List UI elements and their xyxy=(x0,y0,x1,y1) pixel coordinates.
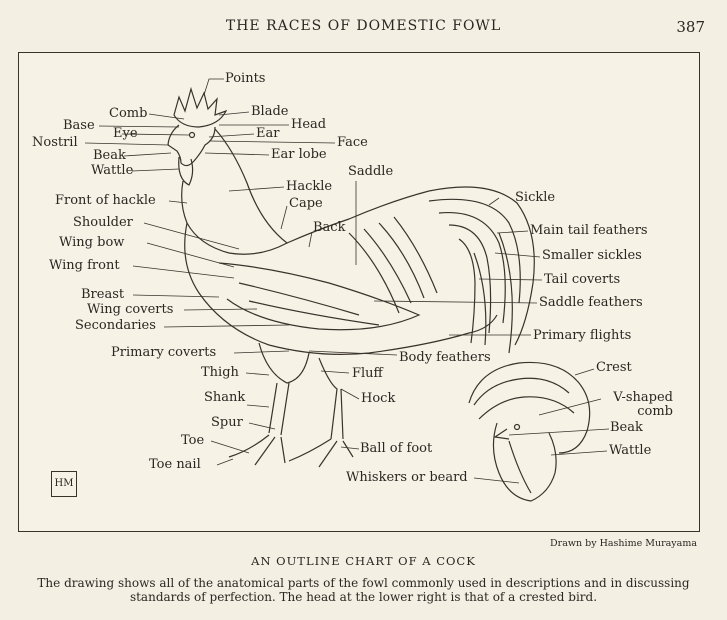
label-thigh: Thigh xyxy=(201,365,239,380)
caption-title: AN OUTLINE CHART OF A COCK xyxy=(251,554,476,568)
label-eye: Eye xyxy=(113,126,138,141)
label-front-of-hackle: Front of hackle xyxy=(55,193,156,208)
label-hock: Hock xyxy=(361,391,396,406)
label-wing-bow: Wing bow xyxy=(59,235,125,250)
label-shank: Shank xyxy=(204,390,246,405)
label-ball-of-foot: Ball of foot xyxy=(360,441,433,456)
label-saddle-feathers: Saddle feathers xyxy=(539,295,643,310)
wing-outline xyxy=(219,263,419,330)
label-base: Base xyxy=(63,118,95,133)
label-blade: Blade xyxy=(251,104,289,119)
label-wattle: Wattle xyxy=(91,163,134,178)
label-body-feathers: Body feathers xyxy=(399,350,491,365)
label-beak: Beak xyxy=(93,148,126,163)
label-shoulder: Shoulder xyxy=(73,215,133,230)
label-face: Face xyxy=(337,135,368,150)
label-crest: Crest xyxy=(596,360,632,375)
label-points: Points xyxy=(225,71,266,86)
artist-monogram: HM xyxy=(51,471,77,497)
label-wing-front: Wing front xyxy=(49,258,120,273)
label-main-tail-feathers: Main tail feathers xyxy=(530,223,648,238)
label-back: Back xyxy=(313,220,346,235)
label-tail-coverts: Tail coverts xyxy=(544,272,621,287)
label-spur: Spur xyxy=(211,415,243,430)
label-wing-coverts: Wing coverts xyxy=(87,302,174,317)
label-sickle: Sickle xyxy=(515,190,556,205)
comb-shape xyxy=(174,89,226,127)
running-head: THE RACES OF DOMESTIC FOWL xyxy=(225,18,502,34)
label-crest-wattle: Wattle xyxy=(609,443,652,458)
label-head: Head xyxy=(291,117,327,132)
label-breast: Breast xyxy=(81,287,125,302)
label-whiskers: Whiskers or beard xyxy=(346,470,468,485)
crested-head-beak xyxy=(495,429,509,439)
label-secondaries: Secondaries xyxy=(75,318,156,333)
shank-right xyxy=(319,358,343,439)
label-ear-lobe: Ear lobe xyxy=(271,147,327,162)
caption-text: The drawing shows all of the anatomical parts of the fowl commonly used in descriptions and in discussing standards of perfection. The head at the lower right is that of a crested bird. xyxy=(37,576,690,604)
label-primary-flights: Primary flights xyxy=(533,328,632,343)
figure-credit: Drawn by Hashime Murayama xyxy=(550,538,697,549)
label-cape: Cape xyxy=(289,196,323,211)
label-toe: Toe xyxy=(181,433,205,448)
page-number: 387 xyxy=(676,18,705,36)
label-hackle: Hackle xyxy=(286,179,333,194)
label-fluff: Fluff xyxy=(352,366,383,381)
illustration-plate xyxy=(18,52,700,532)
label-saddle: Saddle xyxy=(348,164,394,179)
tail-outline xyxy=(429,187,534,345)
shank-left xyxy=(269,383,289,435)
label-toe-nail: Toe nail xyxy=(149,457,201,472)
label-smaller-sickles: Smaller sickles xyxy=(542,248,642,263)
label-crest-beak: Beak xyxy=(610,420,643,435)
label-primary-coverts: Primary coverts xyxy=(111,345,217,360)
label-nostril: Nostril xyxy=(32,135,78,150)
crested-head-face xyxy=(493,423,556,501)
label-ear: Ear xyxy=(256,126,280,141)
label-v-shaped-comb: V-shaped comb xyxy=(613,390,673,419)
foot-right xyxy=(289,439,353,467)
label-comb: Comb xyxy=(109,106,148,121)
eye-mark xyxy=(190,133,195,138)
crested-head-crest xyxy=(469,362,590,453)
foot-left xyxy=(229,435,285,465)
